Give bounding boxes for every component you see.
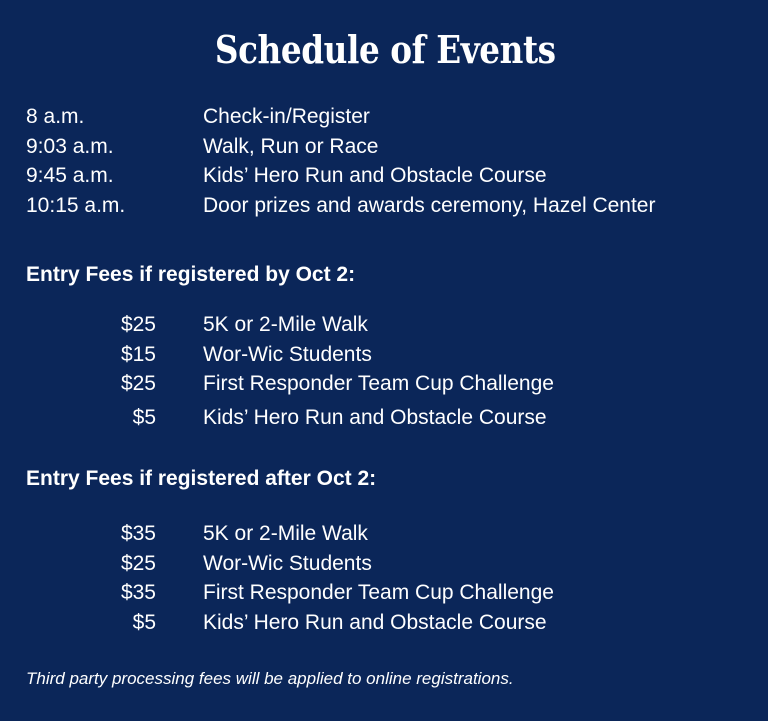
schedule-row <box>26 161 746 191</box>
early-fees-list <box>0 310 768 432</box>
fee-price: $5 <box>132 405 156 429</box>
schedule-event: Door prizes and awards ceremony, Hazel Center <box>203 193 656 217</box>
fee-row <box>0 369 768 399</box>
fee-label: 5K or 2-Mile Walk <box>203 313 368 336</box>
fee-row <box>0 310 768 340</box>
late-fees-list <box>0 519 768 637</box>
fee-price: $25 <box>120 551 156 575</box>
schedule-event: Walk, Run or Race <box>203 134 379 158</box>
schedule-event: Kids’ Hero Run and Obstacle Course <box>203 164 547 187</box>
schedule-time: 8 a.m. <box>26 105 85 128</box>
fee-price: $25 <box>120 313 156 336</box>
schedule-event: Check-in/Register <box>203 105 370 128</box>
fee-row <box>0 403 768 433</box>
schedule-time: 9:03 a.m. <box>26 134 114 158</box>
schedule-row <box>26 102 746 132</box>
schedule-list <box>26 102 746 220</box>
schedule-row <box>26 132 746 162</box>
fee-price: $5 <box>132 610 156 634</box>
fee-price: $35 <box>120 522 156 545</box>
fee-label: First Responder Team Cup Challenge <box>203 581 554 604</box>
fee-label: Kids’ Hero Run and Obstacle Course <box>203 610 547 634</box>
fee-price: $15 <box>120 342 156 366</box>
fee-row <box>0 549 768 579</box>
schedule-time: 9:45 a.m. <box>26 164 114 187</box>
schedule-time: 10:15 a.m. <box>26 193 126 217</box>
fee-row <box>0 519 768 549</box>
fee-price: $35 <box>120 581 156 604</box>
late-fees-heading: Entry Fees if registered after Oct 2: <box>26 467 377 490</box>
fee-row <box>0 340 768 370</box>
fee-price: $25 <box>120 372 156 395</box>
fee-label: First Responder Team Cup Challenge <box>203 372 554 395</box>
fee-label: Kids’ Hero Run and Obstacle Course <box>203 405 547 429</box>
fee-row <box>0 608 768 638</box>
fee-row <box>0 578 768 608</box>
fee-label: Wor-Wic Students <box>203 342 372 366</box>
page-title: Schedule of Events <box>214 27 556 72</box>
schedule-row <box>26 191 746 221</box>
fee-label: 5K or 2-Mile Walk <box>203 522 368 545</box>
processing-fee-note: Third party processing fees will be applied to online registrations. <box>26 669 514 688</box>
early-fees-heading: Entry Fees if registered by Oct 2: <box>26 263 356 286</box>
fee-label: Wor-Wic Students <box>203 551 372 575</box>
